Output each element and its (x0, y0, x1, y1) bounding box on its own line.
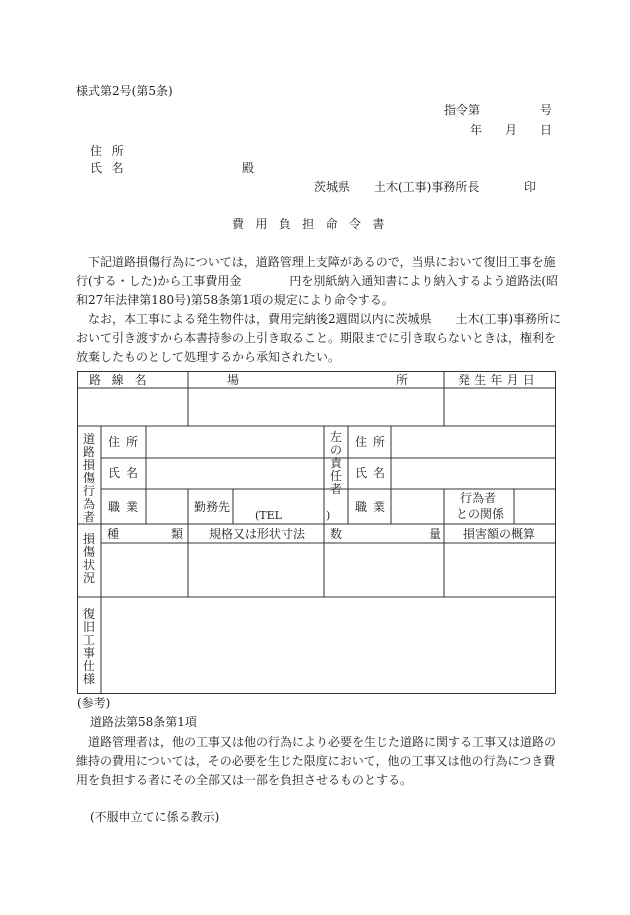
reference-line: 用を負担する者にその全部又は一部を負担させるものとする。 (76, 773, 413, 787)
damage-table (77, 371, 556, 694)
recipient-address-label: 住所 (90, 144, 134, 158)
place-header-left: 場 (227, 373, 240, 387)
reference-text (76, 733, 556, 790)
offender-occupation-label: 職業 (108, 500, 145, 514)
paragraph-line: なお，本工事による発生物件は，費用完納後2週間以内に茨城県 土木(工事)事務所に (76, 312, 562, 326)
offender-label: 道路損傷行為者 (82, 432, 95, 524)
offender-address-label: 住所 (108, 435, 145, 449)
date-month-label: 月 (505, 123, 518, 137)
workplace-label: 勤務先 (194, 500, 231, 514)
seal-mark: 印 (524, 180, 537, 194)
occurrence-date-header: 発生年月日 (458, 373, 540, 387)
damage-status-label: 損傷状況 (82, 532, 95, 585)
reference-line: 道路管理者は，他の工事又は他の行為により必要を生じた道路に関する工事又は道路の (76, 735, 557, 749)
quantity-header-left: 数 (330, 527, 343, 541)
honorific: 殿 (242, 161, 255, 175)
order-number-label: 指令第 (444, 103, 481, 117)
order-number-suffix: 号 (540, 103, 553, 117)
responsible-person-label: 左の責任者 (329, 430, 342, 496)
restoration-spec-label: 復旧工事仕様 (82, 607, 95, 686)
reference-label: (参考) (77, 696, 111, 710)
responsible-occupation-label: 職業 (355, 500, 392, 514)
recipient-name-label: 氏名 (90, 161, 134, 175)
paragraph-line: 行(する・した)から工事費用金 円を別紙納入通知書により納入するよう道路法(昭 (76, 274, 559, 288)
paragraph-line: おいて引き渡すから本書持参の上引き取ること。期限までに引き取らないときは，権利を (76, 331, 557, 345)
damage-estimate-header: 損害額の概算 (463, 527, 536, 541)
spec-header: 規格又は形状寸法 (209, 527, 306, 541)
date-day-label: 日 (540, 123, 553, 137)
relation-label-line2: との関係 (456, 507, 505, 521)
offender-name-label: 氏名 (108, 466, 145, 480)
route-name-header: 路線名 (89, 373, 158, 387)
relation-label-line1: 行為者 (460, 491, 497, 505)
quantity-header-right: 量 (429, 527, 442, 541)
form-number: 様式第2号(第5条) (76, 84, 173, 98)
issuer: 茨城県 土木(工事)事務所長 (314, 180, 480, 194)
responsible-address-label: 住所 (355, 435, 392, 449)
document-title: 費用負担命令書 (232, 217, 396, 231)
paragraph-line: 放棄したものとして処理するから承知されたい。 (76, 350, 341, 364)
kind-header-left: 種 (107, 527, 120, 541)
paragraph-line: 下記道路損傷行為については，道路管理上支障があるので，当県において復旧工事を施 (76, 255, 556, 269)
order-paragraph (76, 253, 559, 310)
workplace-tel: (TEL ) (255, 509, 331, 522)
reference-line: 維持の費用については，その必要を生じた限度において，他の工事又は他の行為につき費 (76, 754, 556, 768)
reference-article: 道路法第58条第1項 (90, 715, 197, 729)
responsible-name-label: 氏名 (355, 466, 392, 480)
date-year-label: 年 (470, 123, 483, 137)
property-paragraph (76, 310, 562, 367)
paragraph-line: 和27年法律第180号)第58条第1項の規定により命令する。 (76, 293, 394, 307)
appeal-instruction-heading: (不服申立てに係る教示) (90, 810, 220, 824)
place-header-right: 所 (396, 373, 409, 387)
kind-header-right: 類 (171, 527, 184, 541)
